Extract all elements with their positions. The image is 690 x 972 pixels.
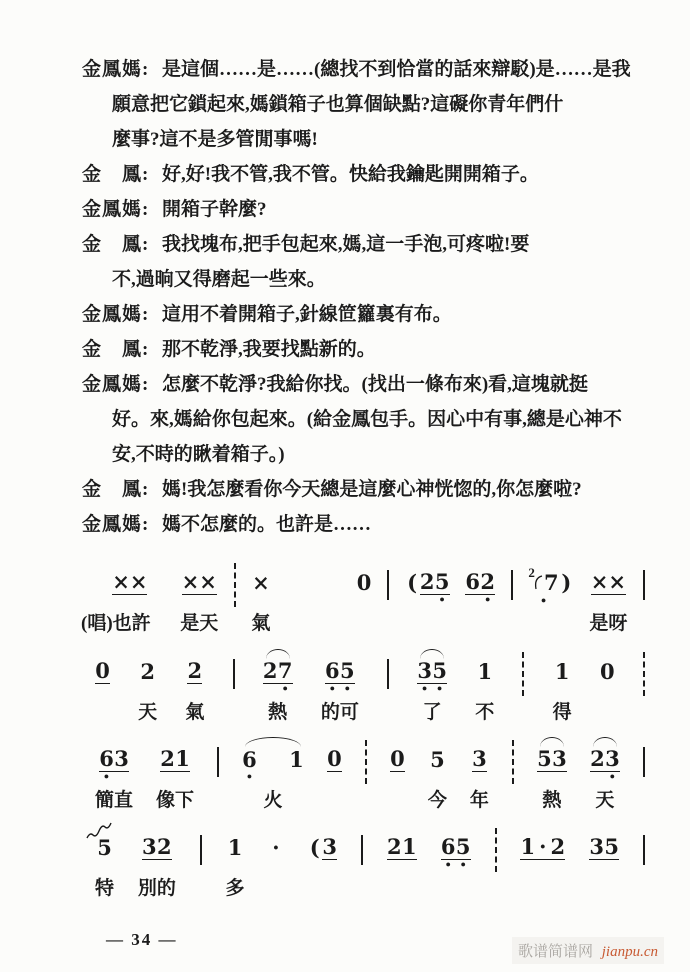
lyric: 得 — [552, 702, 572, 723]
music-note: 0 — [357, 568, 372, 636]
dialogue-text: 怎麼不乾淨?我給你找。(找出一條布來)看,這塊就挺 — [162, 374, 588, 395]
lyric — [357, 612, 372, 636]
speaker-label: 金 鳳: — [82, 234, 150, 255]
lyric — [520, 877, 565, 901]
octave-dots: ● — [540, 595, 547, 605]
octave-dots: ● — [439, 594, 445, 604]
lyric — [268, 877, 283, 901]
octave-dots — [138, 684, 157, 695]
lyric: 別的 — [137, 878, 176, 899]
music-note: 2 天 — [138, 659, 158, 723]
octave-dots — [95, 684, 110, 695]
speaker-label: 金鳳媽: — [82, 304, 150, 325]
octave-dots — [357, 595, 372, 606]
music-note: 3 5 — [589, 833, 619, 901]
dialogue-text: 不,過晌又得磨起一些來。 — [112, 269, 326, 290]
bar-line — [495, 828, 497, 872]
slur-icon — [266, 649, 290, 659]
lyric: 了 — [422, 702, 442, 723]
music-note: 0 — [327, 745, 342, 813]
octave-dots — [589, 860, 619, 871]
lyric: 是天 — [180, 613, 219, 634]
octave-dots — [387, 860, 417, 871]
bar-line — [361, 835, 363, 865]
octave-dots — [95, 595, 165, 606]
music-note: 0 — [600, 657, 615, 725]
music-line — [81, 556, 645, 637]
dialogue-line — [82, 52, 652, 87]
lyric: 天 — [138, 702, 158, 723]
dialogue-entry — [82, 52, 652, 157]
speaker-label: 金鳳媽: — [82, 199, 150, 220]
lyric: 像下 — [156, 790, 195, 811]
octave-dots — [537, 772, 567, 783]
slur-icon — [245, 737, 301, 747]
speaker-label: 金 鳳: — [82, 339, 150, 360]
bar-line — [200, 835, 202, 865]
lyric: 多 — [225, 878, 245, 899]
octave-dots — [138, 860, 176, 871]
music-note: 1 · 2 — [520, 833, 565, 901]
octave-dots: ● — [103, 771, 110, 781]
dialogue-line — [82, 227, 652, 262]
dialogue-entry — [82, 507, 652, 542]
music-note: 1 不 — [475, 659, 495, 723]
octave-dots — [470, 772, 489, 783]
bar-line — [643, 747, 645, 777]
dialogue-text: 是這個……是……(總找不到恰當的話來辯駁)是……是我 — [162, 59, 631, 80]
lyric — [465, 612, 495, 636]
dialogue-text: 安,不時的瞅着箱子。) — [112, 444, 285, 465]
bar-line — [511, 570, 513, 600]
bar-line — [643, 570, 645, 600]
music-note: 0 — [95, 657, 110, 725]
lyric: 火 — [263, 790, 283, 811]
slur-icon — [420, 649, 444, 659]
bar-line — [233, 659, 235, 689]
music-note: 1 多 — [225, 835, 245, 899]
lyric: 氣 — [251, 613, 271, 634]
music-section — [81, 556, 645, 909]
page-number: — 34 — — [106, 930, 178, 949]
octave-dots — [185, 684, 204, 695]
dialogue-entry — [82, 297, 652, 332]
dialogue-text: 願意把它鎖起來,媽鎖箱子也算個缺點?這礙你青年們什 — [112, 94, 564, 115]
octave-dots — [180, 595, 218, 606]
bar-line — [512, 740, 514, 784]
octave-dots — [156, 772, 194, 783]
octave-dots: ● ● — [421, 683, 443, 693]
speaker-label: 金鳳媽: — [82, 514, 150, 535]
lyric: 年 — [469, 790, 489, 811]
octave-dots — [226, 860, 245, 871]
music-note: 5 3 熱 — [537, 745, 567, 813]
grace-note: 2 7 ) ● — [528, 568, 574, 637]
music-line — [95, 733, 645, 813]
watermark-domain: jianpu.cn — [601, 944, 658, 960]
lyric — [327, 789, 342, 813]
octave-dots — [390, 772, 405, 783]
music-note: 6 5 ● ● 的可 — [320, 658, 359, 723]
dialogue-line — [82, 367, 652, 402]
dialogue-line — [82, 157, 652, 192]
octave-dots: ● ● — [329, 683, 351, 693]
slur-icon — [593, 737, 617, 747]
dialogue-entry — [82, 367, 652, 472]
music-note: 5 今 — [427, 747, 447, 811]
lyric: 今 — [427, 790, 447, 811]
watermark-site-name: 歌谱简谱网 — [517, 944, 593, 960]
dialogue-line — [82, 472, 652, 507]
lyric: (唱)也許 — [81, 613, 151, 634]
dialogue-line — [112, 402, 652, 437]
music-note: 2 3 ● 天 — [590, 745, 620, 813]
lyric — [307, 877, 337, 901]
music-note: 5 特 — [95, 833, 114, 901]
music-note: × × 是呀 — [589, 569, 628, 634]
lyric: 天 — [595, 790, 615, 811]
dialogue-text: 媽!我怎麼看你今天總是這麼心神恍惚的,你怎麼啦? — [162, 479, 582, 500]
lyric — [589, 877, 619, 901]
music-note: 1 得 — [552, 659, 572, 723]
lyric — [441, 877, 471, 901]
music-note: 3 5 ● ● 了 — [417, 657, 447, 725]
octave-dots: ● ● — [445, 859, 466, 869]
dialogue-entry — [82, 157, 652, 192]
lyric: 是呀 — [589, 613, 628, 634]
music-note: 0 — [390, 745, 405, 813]
music-note: 6 3 ● 簡直 — [95, 746, 134, 811]
octave-dots: ● — [484, 594, 491, 604]
dialogue-line — [112, 262, 652, 297]
octave-dots: ● — [282, 683, 288, 693]
watermark — [512, 937, 664, 964]
music-note: 2 1 像下 — [156, 746, 195, 811]
octave-dots — [520, 860, 565, 871]
music-note: 2 1 — [387, 833, 417, 901]
dialogue-text: 好,好!我不管,我不管。快給我鑰匙開開箱子。 — [162, 164, 539, 185]
music-note: 3 2 別的 — [137, 834, 176, 899]
lyric: 不 — [475, 702, 495, 723]
music-note: × 氣 — [251, 570, 271, 634]
speaker-label: 金 鳳: — [82, 164, 150, 185]
dialogue-text: 開箱子幹麼? — [162, 199, 267, 220]
lyric: 特 — [95, 878, 115, 899]
music-note: 2 氣 — [185, 658, 205, 723]
dialogue-entry — [82, 192, 652, 227]
music-note: 3 年 — [469, 746, 489, 811]
octave-dots — [589, 595, 627, 606]
music-note: 6 1 ● 火 — [242, 745, 304, 813]
dialogue-entry — [82, 332, 652, 367]
bar-line — [387, 570, 389, 600]
music-line — [95, 645, 645, 725]
lyric — [600, 701, 615, 725]
dialogue-entry — [82, 227, 652, 297]
octave-dots: ● — [609, 771, 616, 781]
music-line — [95, 821, 645, 901]
lyric — [528, 613, 574, 637]
dialogue-text: 媽不怎麼的。也許是…… — [162, 514, 372, 535]
dialogue-line — [82, 332, 652, 367]
octave-dots — [95, 860, 114, 871]
speaker-label: 金鳳媽: — [82, 374, 150, 395]
dialogue-line — [82, 297, 652, 332]
lyric: 熱 — [542, 790, 562, 811]
music-note: 6 2 ● — [465, 568, 495, 636]
octave-dots — [553, 684, 572, 695]
dialogue-text: 這用不着開箱子,針線笸籮裏有布。 — [162, 304, 452, 325]
lyric: 的可 — [320, 702, 359, 723]
octave-dots — [268, 860, 283, 871]
bar-line — [522, 652, 524, 696]
bar-line — [643, 835, 645, 865]
lyric — [95, 701, 110, 725]
dialogue-line — [82, 507, 652, 542]
grace-number: 2 — [528, 565, 535, 580]
slur-icon — [540, 737, 564, 747]
octave-dots — [251, 595, 270, 606]
dialogue-line — [112, 437, 652, 472]
speaker-label: 金 鳳: — [82, 479, 150, 500]
dialogue-text: 麼事?這不是多管閒事嗎! — [112, 129, 318, 150]
dialogue-entry — [82, 472, 652, 507]
lyric — [387, 877, 417, 901]
bar-line — [365, 740, 367, 784]
octave-dots: ● — [246, 771, 253, 781]
bar-line — [643, 652, 645, 696]
octave-dots — [475, 684, 494, 695]
dialogue-text: 好。來,媽給你包起來。(給金鳳包手。因心中有事,總是心神不 — [112, 409, 622, 430]
octave-dots — [307, 860, 337, 871]
dialogue-line — [82, 192, 652, 227]
dialogue-text: 我找塊布,把手包起來,媽,這一手泡,可疼啦!要 — [162, 234, 530, 255]
music-note: 6 5 ● ● — [441, 833, 471, 901]
music-note: ( 2 5 ● — [405, 568, 450, 636]
music-note: × × (唱)也許 — [95, 568, 165, 636]
dialogue-section — [82, 52, 652, 542]
lyric: 熱 — [268, 702, 288, 723]
octave-dots — [327, 772, 342, 783]
music-note: × × 是天 — [180, 569, 219, 634]
octave-dots — [428, 772, 447, 783]
lyric — [390, 789, 405, 813]
grace-hook-icon — [533, 575, 543, 591]
lyric — [405, 612, 450, 636]
lyric: 簡直 — [95, 790, 134, 811]
music-note: ( 3 — [307, 833, 337, 901]
speaker-label: 金鳳媽: — [82, 59, 150, 80]
music-note: · — [268, 833, 283, 901]
bar-line — [217, 747, 219, 777]
octave-dots — [600, 684, 615, 695]
dialogue-line — [112, 122, 652, 157]
bar-line — [387, 659, 389, 689]
music-note: 2 7 ● 熱 — [263, 657, 293, 725]
bar-line — [234, 563, 236, 607]
dialogue-text: 那不乾淨,我要找點新的。 — [162, 339, 376, 360]
dialogue-line — [112, 87, 652, 122]
lyric: 氣 — [185, 702, 205, 723]
